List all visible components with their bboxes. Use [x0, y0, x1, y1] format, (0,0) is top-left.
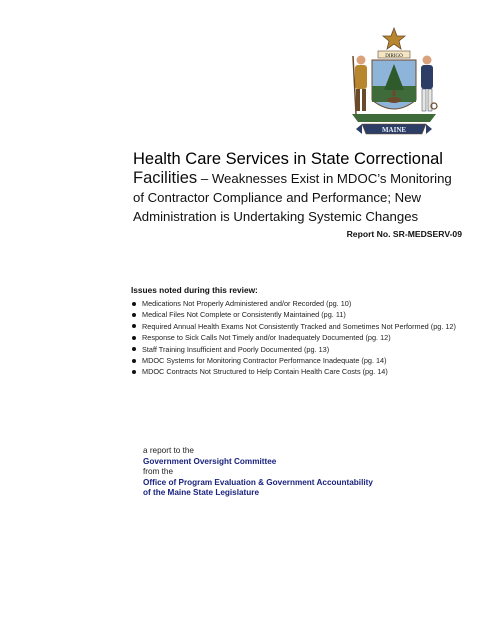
title-line-3: of Contractor Compliance and Performance; New — [133, 190, 422, 205]
seal-ribbon-text: MAINE — [381, 126, 407, 134]
attribution-line-3: from the — [143, 467, 174, 477]
bullet-icon — [132, 359, 136, 363]
list-item: MDOC Contracts Not Structured to Help Contain Health Care Costs (pg. 14) — [131, 366, 481, 377]
list-item: Required Annual Health Exams Not Consistently Tracked and Sometimes Not Performed (pg. 12) — [131, 321, 481, 332]
issues-section — [131, 285, 481, 378]
bullet-icon — [132, 336, 136, 340]
bullet-icon — [132, 302, 136, 306]
maine-state-seal — [348, 26, 440, 144]
committee-name: Government Oversight Committee — [143, 456, 277, 466]
issues-heading: Issues noted during this review: — [131, 285, 258, 295]
title-line-2-large: Facilities — [133, 169, 198, 187]
issues-list — [131, 298, 481, 378]
seal-banner-text: DIRIGO — [385, 54, 403, 59]
list-item: MDOC Systems for Monitoring Contractor Performance Inadequate (pg. 14) — [131, 355, 481, 366]
list-item: Staff Training Insufficient and Poorly Documented (pg. 13) — [131, 344, 481, 355]
bullet-icon — [132, 313, 136, 317]
title-line-2 — [133, 169, 478, 188]
legislature-name: of the Maine State Legislature — [143, 488, 260, 498]
attribution-line-1: a report to the — [143, 446, 194, 455]
bullet-icon — [132, 324, 136, 328]
report-title — [133, 150, 478, 226]
report-attribution — [143, 446, 443, 499]
title-line-2-rest: – Weaknesses Exist in MDOC’s Monitoring — [197, 171, 452, 186]
bullet-icon — [132, 347, 136, 351]
list-item: Medical Files Not Complete or Consistently Maintained (pg. 11) — [131, 309, 481, 320]
title-line-1: Health Care Services in State Correctional — [133, 150, 443, 168]
title-line-4: Administration is Undertaking Systemic Changes — [133, 209, 419, 224]
list-item: Medications Not Properly Administered and/or Recorded (pg. 10) — [131, 298, 481, 309]
report-number: Report No. SR-MEDSERV-09 — [346, 229, 462, 239]
office-name: Office of Program Evaluation & Government Accountability — [143, 477, 373, 487]
bullet-icon — [132, 370, 136, 374]
list-item: Response to Sick Calls Not Timely and/or Inadequately Documented (pg. 12) — [131, 332, 481, 343]
